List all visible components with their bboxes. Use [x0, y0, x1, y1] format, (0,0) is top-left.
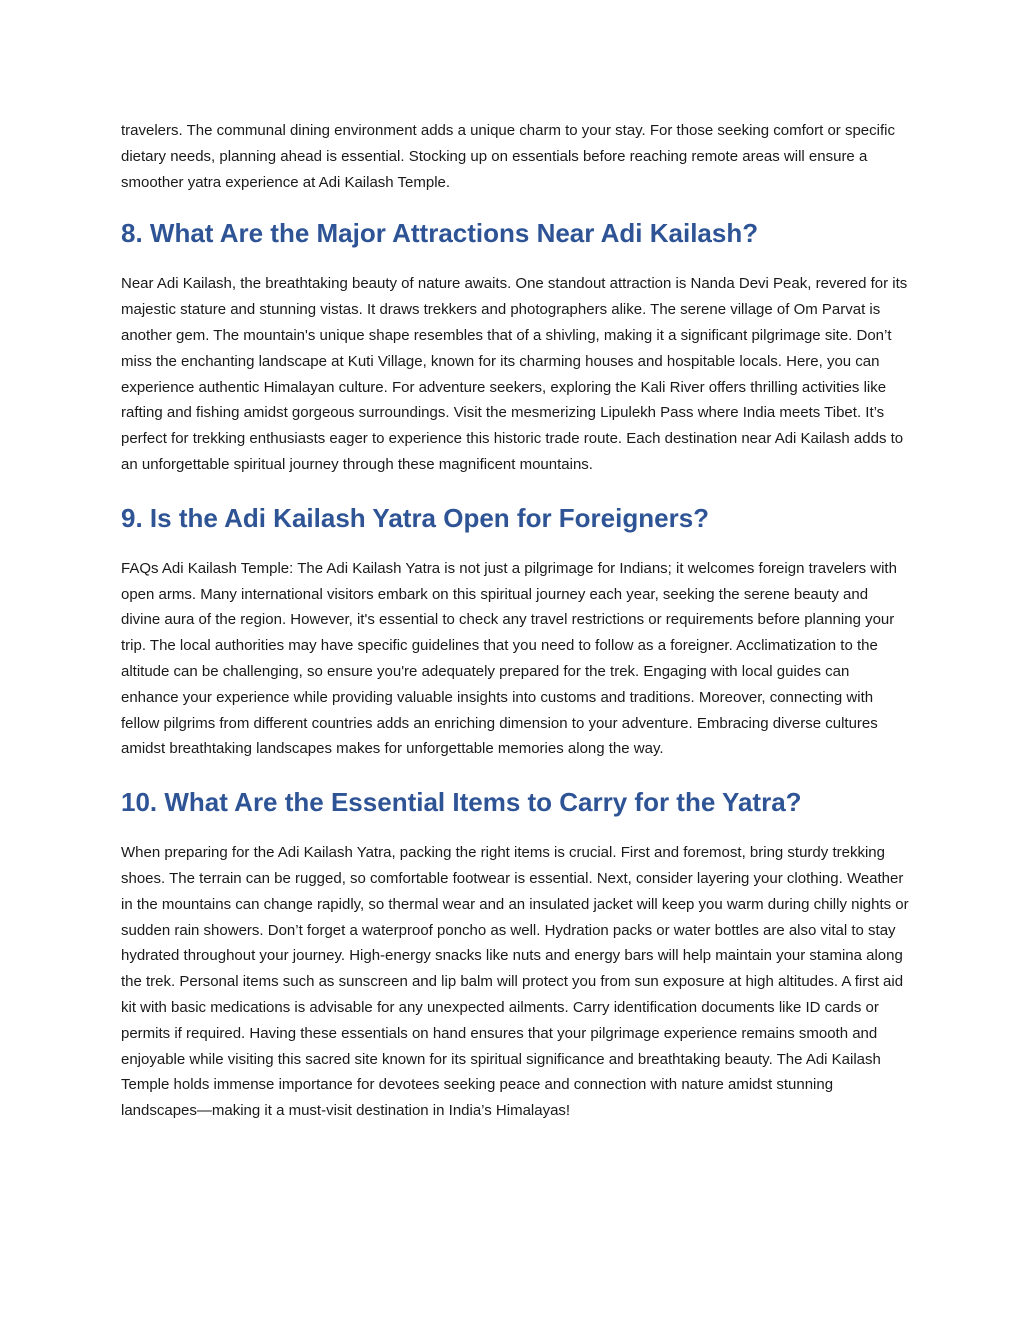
section-body-attractions: Near Adi Kailash, the breathtaking beauty of nature awaits. One standout attraction is Nanda Devi Peak, revered for its majestic stature and stunning vistas. It draws trekkers and photographers alike. The serene village of Om Parvat is another gem. The mountain's unique shape resembles that of a shivling, making it a significant pilgrimage site. Don’t miss the enchanting landscape at Kuti Village, known for its charming houses and hospitable locals. Here, you can experience authentic Himalayan culture. For adventure seekers, exploring the Kali River offers thrilling activities like rafting and fishing amidst gorgeous surroundings. Visit the mesmerizing Lipulekh Pass where India meets Tibet. It’s perfect for trekking enthusiasts eager to experience this historic trade route. Each destination near Adi Kailash adds to an unforgettable spiritual journey through these magnificent mountains.	[121, 275, 908, 473]
document-page	[121, 118, 911, 1124]
section-heading-essential-items: 10. What Are the Essential Items to Carry for the Yatra?	[121, 787, 802, 818]
intro-paragraph: travelers. The communal dining environment adds a unique charm to your stay. For those seeking comfort or specific dietary needs, planning ahead is essential. Stocking up on essentials before reaching remote areas will ensure a smoother yatra experience at Adi Kailash Temple.	[121, 122, 895, 191]
section-heading-attractions: 8. What Are the Major Attractions Near Adi Kailash?	[121, 218, 759, 249]
section-body-foreigners: FAQs Adi Kailash Temple: The Adi Kailash Yatra is not just a pilgrimage for Indians; it welcomes foreign travelers with open arms. Many international visitors embark on this spiritual journey each year, seeking the serene beauty and divine aura of the region. However, it's essential to check any travel restrictions or requirements before planning your trip. The local authorities may have specific guidelines that you need to follow as a foreigner. Acclimatization to the altitude can be challenging, so ensure you're adequately prepared for the trek. Engaging with local guides can enhance your experience while providing valuable insights into customs and traditions. Moreover, connecting with fellow pilgrims from different countries adds an enriching dimension to your adventure. Embracing diverse cultures amidst breathtaking landscapes makes for unforgettable memories along the way.	[121, 559, 897, 758]
section-body-essential-items: When preparing for the Adi Kailash Yatra, packing the right items is crucial. First and foremost, bring sturdy trekking shoes. The terrain can be rugged, so comfortable footwear is essential. Next, consider layering your clothing. Weather in the mountains can change rapidly, so thermal wear and an insulated jacket will keep you warm during chilly nights or sudden rain showers. Don’t forget a waterproof poncho as well. Hydration packs or water bottles are also vital to stay hydrated throughout your journey. High-energy snacks like nuts and energy bars will help maintain your stamina along the trek. Personal items such as sunscreen and lip balm will protect you from sun exposure at high altitudes. A first aid kit with basic medications is advisable for any unexpected ailments. Carry identification documents like ID cards or permits if required. Having these essentials on hand ensures that your pilgrimage experience remains smooth and enjoyable while visiting this sacred site known for its spiritual significance and breathtaking beauty. The Adi Kailash Temple holds immense importance for devotees seeking peace and connection with nature amidst stunning landscapes—making it a must-visit destination in India’s Himalayas!	[121, 844, 909, 1120]
section-heading-foreigners: 9. Is the Adi Kailash Yatra Open for Foreigners?	[121, 502, 710, 533]
